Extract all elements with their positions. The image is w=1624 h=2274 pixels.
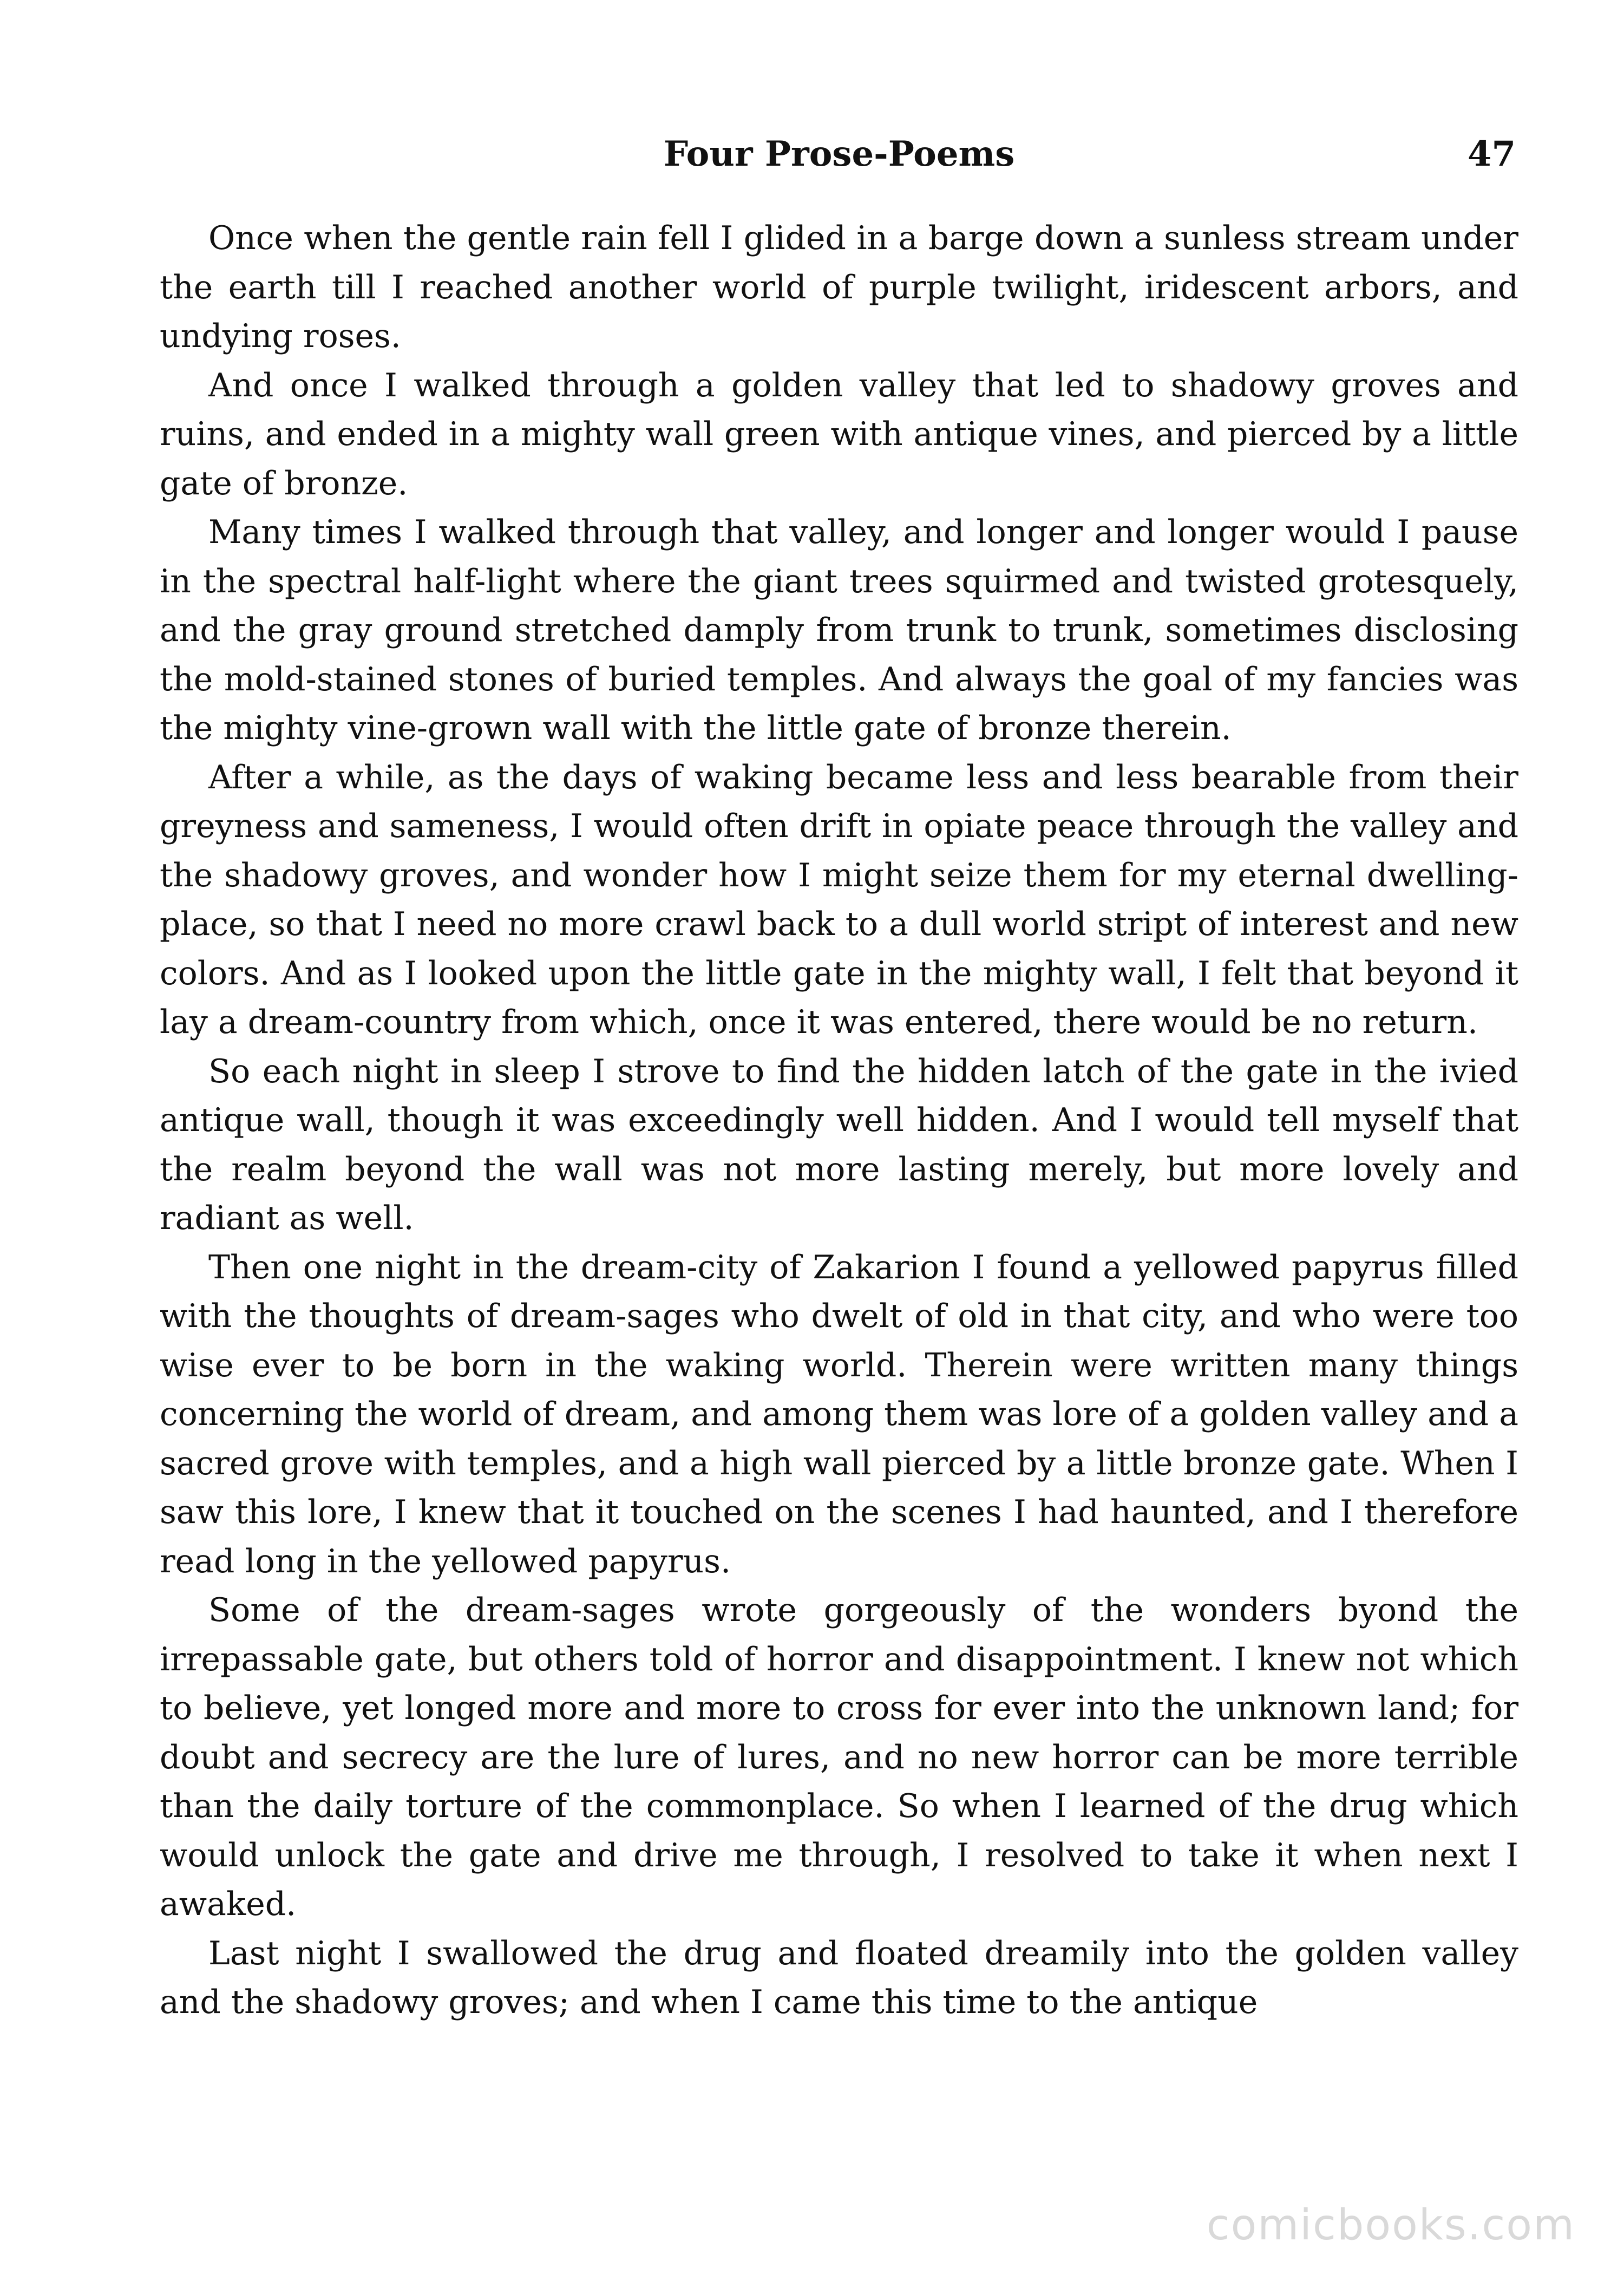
- paragraph-8: Last night I swallowed the drug and floated dreamily into the golden valley and the shadowy groves; and when I came this time to the antique: [160, 1934, 1518, 2021]
- page-number: 47: [1467, 134, 1516, 174]
- paragraph-6: Then one night in the dream-city of Zakarion I found a yellowed papyrus filled with the thoughts of dream-sages who dwelt of old in that city, and who were too wise ever to be born in the waking world. Therein were written many things concerning the world of dream, and among them was lore of a golden valley and a sacred grove with temples, and a high wall pierced by a little bronze gate. When I saw this lore, I knew that it touched on the scenes I had haunted, and I therefore read long in the yellowed papyrus.: [160, 1248, 1518, 1580]
- running-head: [162, 125, 1516, 184]
- paragraph-4: After a while, as the days of waking became less and less bearable from their greyness and sameness, I would often drift in opiate peace through the valley and the shadowy groves, and wonder how I might seize them for my eternal dwelling-place, so that I need no more crawl back to a dull world stript of interest and new colors. And as I looked upon the little gate in the mighty wall, I felt that beyond it lay a dream-country from which, once it was entered, there would be no return.: [160, 758, 1518, 1041]
- site-watermark: comicbooks.com: [1206, 2201, 1575, 2250]
- paragraph-5: So each night in sleep I strove to find the hidden latch of the gate in the ivied antique wall, though it was exceedingly well hidden. And I would tell myself that the realm beyond the wall was not more lasting merely, but more lovely and radiant as well.: [160, 1052, 1518, 1237]
- paragraph-1: Once when the gentle rain fell I glided in a barge down a sunless stream under the earth till I reached another world of purple twilight, iridescent arbors, and undying roses.: [160, 219, 1518, 355]
- paragraph-3: Many times I walked through that valley, and longer and longer would I pause in the spectral half-light where the giant trees squirmed and twisted grotesquely, and the gray ground stretched damply from trunk to trunk, sometimes disclosing the mold-stained stones of buried temples. And always the goal of my fancies was the mighty vine-grown wall with the little gate of bronze therein.: [160, 513, 1518, 747]
- paragraph-7: Some of the dream-sages wrote gorgeously of the wonders byond the irrepassable gate, but others told of horror and disappointment. I knew not which to believe, yet longed more and more to cross for ever into the unknown land; for doubt and secrecy are the lure of lures, and no new horror can be more terrible than the daily torture of the commonplace. So when I learned of the drug which would unlock the gate and drive me through, I resolved to take it when next I awaked.: [160, 1591, 1518, 1923]
- body-text: [160, 214, 1518, 2027]
- running-title: Four Prose-Poems: [663, 134, 1015, 174]
- paragraph-2: And once I walked through a golden valley that led to shadowy groves and ruins, and ended in a mighty wall green with antique vines, and pierced by a little gate of bronze.: [160, 366, 1518, 502]
